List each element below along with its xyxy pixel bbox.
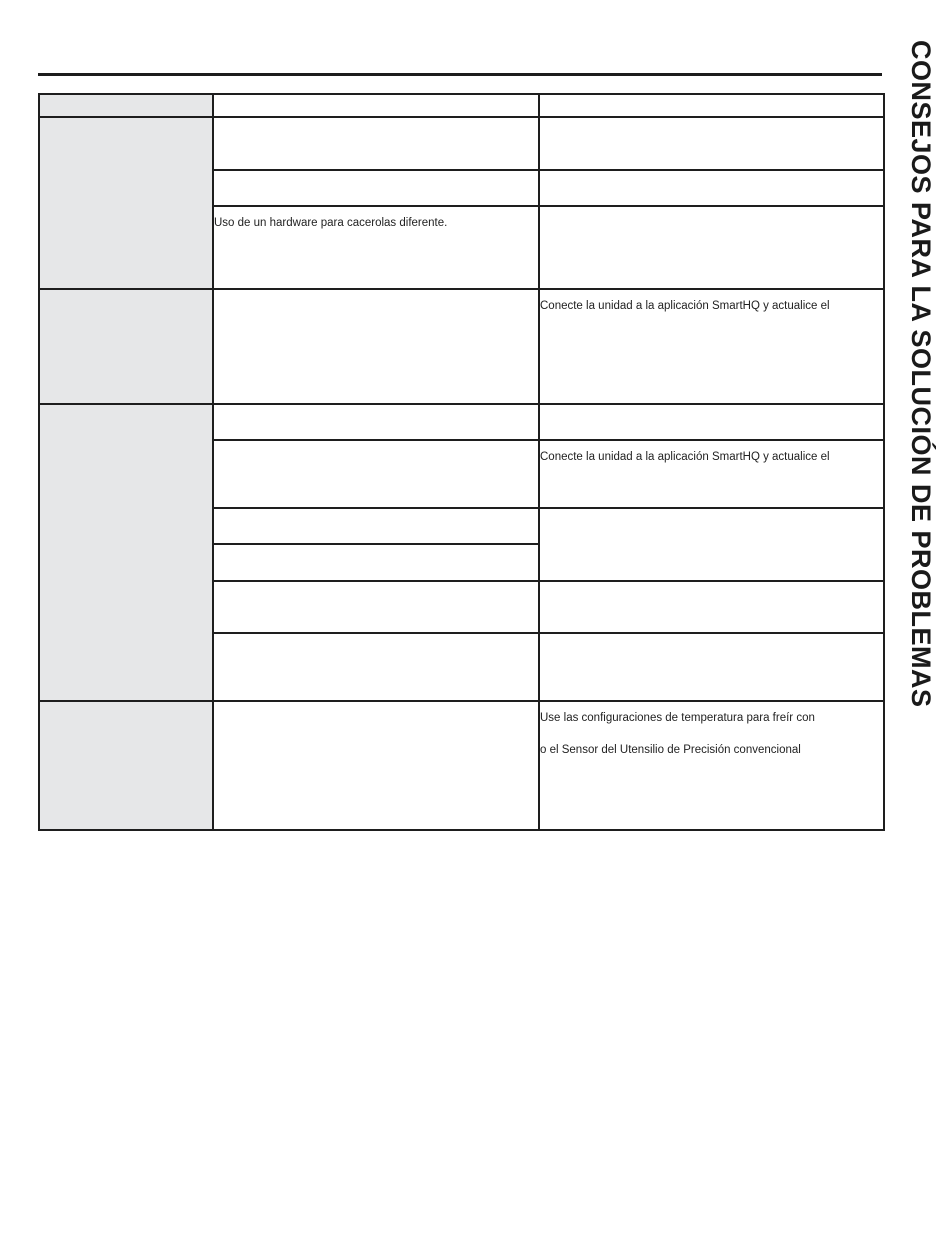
solution-cell — [539, 508, 884, 581]
solution-text: Use las configuraciones de temperatura para freír con — [540, 712, 815, 724]
problem-cell — [39, 117, 213, 289]
problem-cell — [39, 404, 213, 701]
table-row — [39, 117, 884, 170]
solution-cell — [539, 701, 884, 830]
solution-cell — [539, 206, 884, 289]
table-header-row — [39, 94, 884, 117]
solution-cell — [539, 289, 884, 404]
solution-cell — [539, 633, 884, 701]
cause-cell — [213, 404, 539, 440]
cause-cell — [213, 701, 539, 830]
solution-cell — [539, 404, 884, 440]
solution-text: o el Sensor del Utensilio de Precisión convencional — [540, 744, 801, 756]
header-solution-cell — [539, 94, 884, 117]
header-rule — [38, 73, 882, 76]
solution-text: Conecte la unidad a la aplicación SmartHQ y actualice el — [540, 300, 830, 312]
cause-cell — [213, 170, 539, 206]
cause-cell — [213, 581, 539, 633]
troubleshooting-table — [38, 93, 885, 831]
solution-cell — [539, 117, 884, 170]
solution-text: Conecte la unidad a la aplicación SmartHQ y actualice el — [540, 451, 830, 463]
solution-cell — [539, 170, 884, 206]
problem-cell — [39, 289, 213, 404]
cause-cell — [213, 633, 539, 701]
problem-cell — [39, 701, 213, 830]
cause-cell — [213, 117, 539, 170]
solution-cell — [539, 581, 884, 633]
header-cause-cell — [213, 94, 539, 117]
header-problem-cell — [39, 94, 213, 117]
cause-cell — [213, 508, 539, 544]
cause-cell — [213, 289, 539, 404]
cause-cell — [213, 206, 539, 289]
table-row — [39, 404, 884, 440]
table-row — [39, 289, 884, 404]
cause-cell — [213, 440, 539, 508]
solution-cell — [539, 440, 884, 508]
cause-text: Uso de un hardware para cacerolas diferente. — [214, 217, 448, 229]
section-title: CONSEJOS PARA LA SOLUCIÓN DE PROBLEMAS — [906, 40, 936, 708]
cause-cell — [213, 544, 539, 581]
table-row — [39, 701, 884, 830]
